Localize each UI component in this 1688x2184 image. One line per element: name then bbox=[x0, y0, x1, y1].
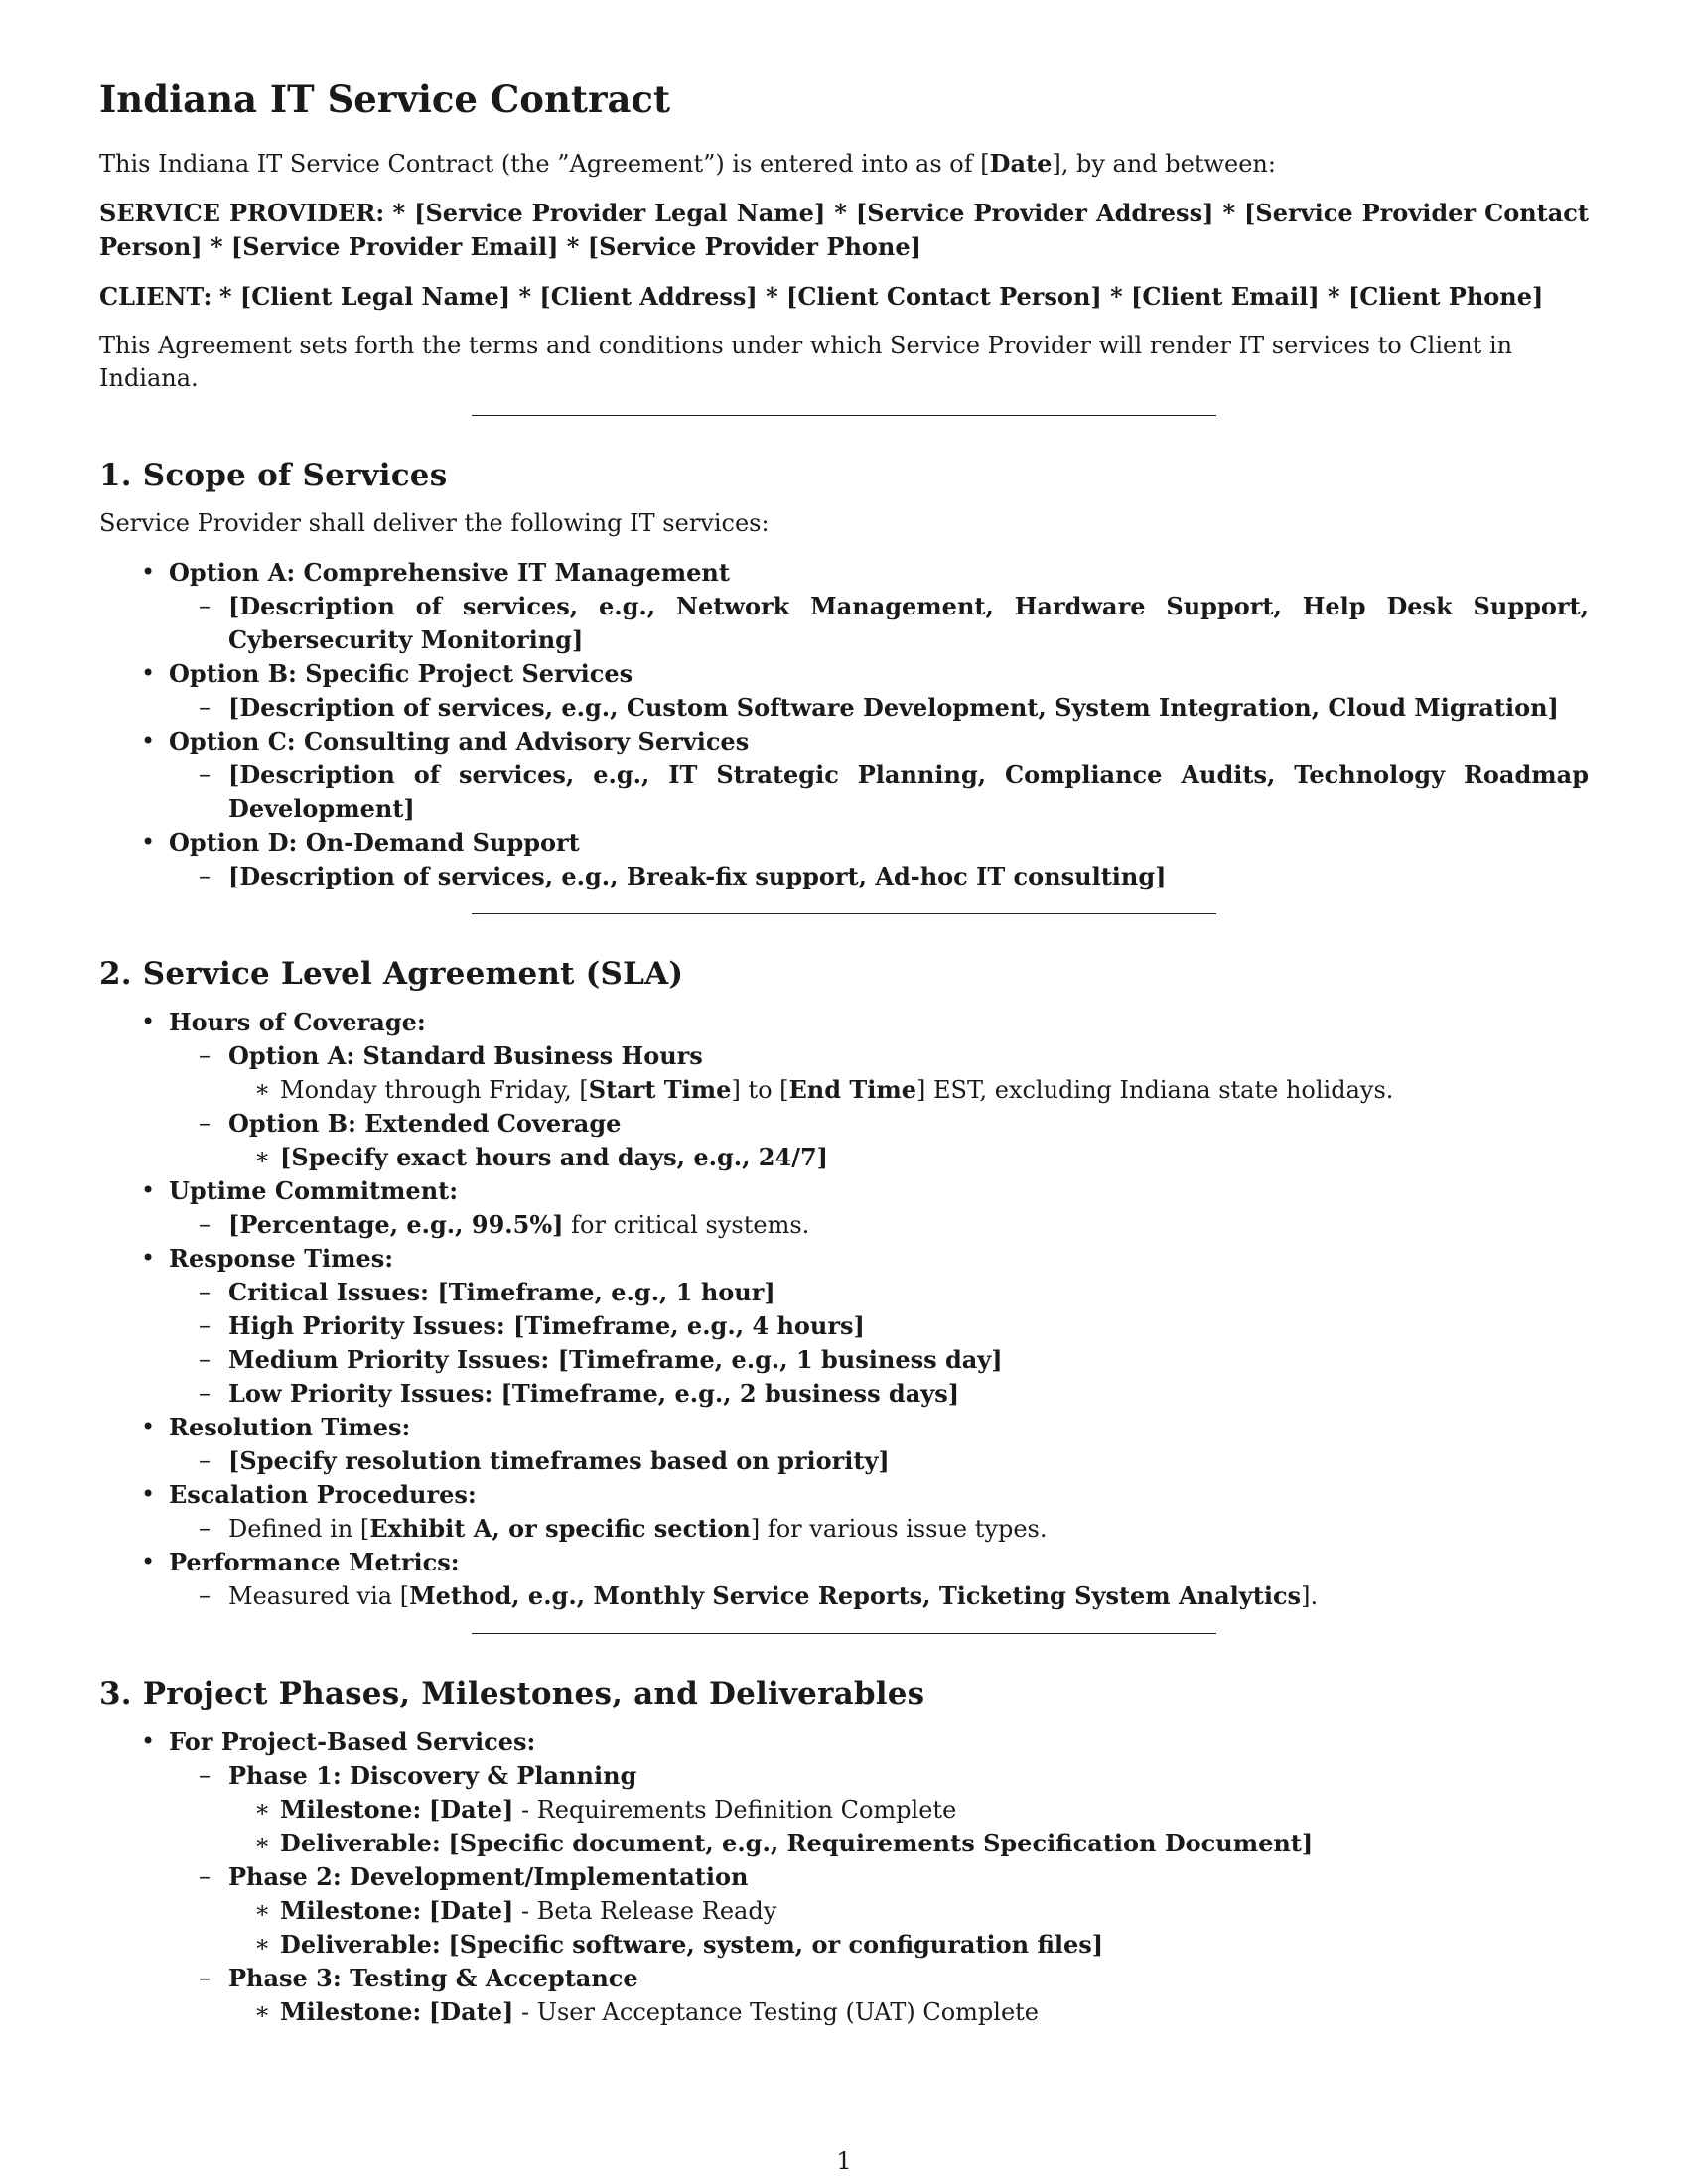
list-item: – Defined in [Exhibit A, or specific section] for various issue types. bbox=[228, 1512, 1589, 1546]
section-divider bbox=[472, 913, 1216, 914]
list-item: • Uptime Commitment: – [Percentage, e.g., 99.5%] for critical systems. bbox=[169, 1174, 1589, 1242]
list-item: – Phase 3: Testing & Acceptance ∗ Milestone: [Date] - User Acceptance Testing (UAT) Complete bbox=[228, 1962, 1589, 2029]
list-item: – Phase 1: Discovery & Planning ∗ Milestone: [Date] - Requirements Definition Complete ∗ Deliverable: [Specific document, e.g., Requirements Specification Document] bbox=[228, 1759, 1589, 1860]
list-item: • Resolution Times: – [Specify resolution timeframes based on priority] bbox=[169, 1411, 1589, 1478]
client-block: CLIENT: * [Client Legal Name] * [Client Address] * [Client Contact Person] * [Client Email] * [Client Phone] bbox=[99, 282, 1544, 311]
list-item: • Option C: Consulting and Advisory Services – [Description of services, e.g., IT Strategic Planning, Compliance Audits, Technology Roadmap Development] bbox=[169, 725, 1589, 826]
list-item: • Performance Metrics: – Measured via [Method, e.g., Monthly Service Reports, Ticketing System Analytics]. bbox=[169, 1546, 1589, 1613]
list-item: – Option A: Standard Business Hours ∗ Monday through Friday, [Start Time] to [End Time] EST, excluding Indiana state holidays. bbox=[228, 1039, 1589, 1107]
phases-list bbox=[169, 1725, 1589, 2029]
list-item: – Phase 2: Development/Implementation ∗ Milestone: [Date] - Beta Release Ready ∗ Deliverable: [Specific software, system, or configuration files] bbox=[228, 1860, 1589, 1962]
list-item: • Option A: Comprehensive IT Management – [Description of services, e.g., Network Management, Hardware Support, Help Desk Support, Cybersecurity Monitoring] bbox=[169, 556, 1589, 657]
service-provider-block: SERVICE PROVIDER: * [Service Provider Legal Name] * [Service Provider Address] * [Service Provider Contact Person] * [Service Provider Email] * [Service Provider Phone] bbox=[99, 199, 1589, 261]
list-item: ∗ Milestone: [Date] - Beta Release Ready bbox=[280, 1894, 1589, 1928]
list-item: – Critical Issues: [Timeframe, e.g., 1 hour] bbox=[228, 1276, 1589, 1309]
sla-list bbox=[169, 1006, 1589, 1613]
list-item: – Option B: Extended Coverage ∗ [Specify exact hours and days, e.g., 24/7] bbox=[228, 1107, 1589, 1174]
section-1-lead: Service Provider shall deliver the following IT services: bbox=[99, 509, 770, 537]
list-item: • For Project-Based Services: – Phase 1: Discovery & Planning ∗ Milestone: [Date] - Requirements Definition Complete ∗ Deliverable: [Specific document, e.g., Requirements Specification Document] – Phase 2: Development/Implementation ∗ Milestone: [Date] - Beta Release Ready ∗ Deliverable: [Specific software, system, or configuration files] – Phase 3: Testing & Acceptance ∗ Milestone: [Date] - User Acceptance Testing (UAT) Complete bbox=[169, 1725, 1589, 2029]
scope-options-list bbox=[169, 556, 1589, 893]
list-item: – High Priority Issues: [Timeframe, e.g., 4 hours] bbox=[228, 1309, 1589, 1343]
list-item: • Option D: On-Demand Support – [Description of services, e.g., Break-fix support, Ad-hoc IT consulting] bbox=[169, 826, 1589, 893]
list-item: ∗ [Specify exact hours and days, e.g., 24/7] bbox=[280, 1141, 1589, 1174]
list-item: ∗ Deliverable: [Specific software, system, or configuration files] bbox=[280, 1928, 1589, 1962]
list-item: – [Description of services, e.g., IT Strategic Planning, Compliance Audits, Technology Roadmap Development] bbox=[228, 758, 1589, 826]
list-item: ∗ Milestone: [Date] - Requirements Definition Complete bbox=[280, 1793, 1589, 1827]
document-title: Indiana IT Service Contract bbox=[99, 77, 671, 121]
list-item: – [Description of services, e.g., Break-fix support, Ad-hoc IT consulting] bbox=[228, 860, 1589, 893]
purpose-paragraph: This Agreement sets forth the terms and conditions under which Service Provider will render IT services to Client in Indiana. bbox=[99, 332, 1513, 392]
list-item: – [Percentage, e.g., 99.5%] for critical systems. bbox=[228, 1208, 1589, 1242]
list-item: • Escalation Procedures: – Defined in [Exhibit A, or specific section] for various issue types. bbox=[169, 1478, 1589, 1546]
list-item: ∗ Monday through Friday, [Start Time] to [End Time] EST, excluding Indiana state holidays. bbox=[280, 1073, 1589, 1107]
list-item: – Low Priority Issues: [Timeframe, e.g., 2 business days] bbox=[228, 1377, 1589, 1411]
list-item: ∗ Milestone: [Date] - User Acceptance Testing (UAT) Complete bbox=[280, 1995, 1589, 2029]
section-divider bbox=[472, 415, 1216, 416]
section-2-heading: 2. Service Level Agreement (SLA) bbox=[99, 956, 684, 992]
document-page bbox=[99, 77, 1589, 2041]
list-item: – [Specify resolution timeframes based on priority] bbox=[228, 1444, 1589, 1478]
section-3-heading: 3. Project Phases, Milestones, and Deliverables bbox=[99, 1676, 925, 1711]
list-item: • Hours of Coverage: – Option A: Standard Business Hours ∗ Monday through Friday, [Start Time] to [End Time] EST, excluding Indiana state holidays. – Option B: Extended Coverage ∗ [Specify exact hours and days, e.g., 24/7] bbox=[169, 1006, 1589, 1174]
section-1-heading: 1. Scope of Services bbox=[99, 458, 448, 493]
intro-paragraph: This Indiana IT Service Contract (the ”Agreement”) is entered into as of [Date], by and between: bbox=[99, 149, 1276, 178]
section-divider bbox=[472, 1633, 1216, 1634]
list-item: ∗ Deliverable: [Specific document, e.g., Requirements Specification Document] bbox=[280, 1827, 1589, 1860]
list-item: – [Description of services, e.g., Network Management, Hardware Support, Help Desk Support, Cybersecurity Monitoring] bbox=[228, 590, 1589, 657]
list-item: • Response Times: – Critical Issues: [Timeframe, e.g., 1 hour] – High Priority Issues: [Timeframe, e.g., 4 hours] – Medium Priority Issues: [Timeframe, e.g., 1 business day] – Low Priority Issues: [Timeframe, e.g., 2 business days] bbox=[169, 1242, 1589, 1411]
page-number: 1 bbox=[836, 2147, 852, 2175]
list-item: – Measured via [Method, e.g., Monthly Service Reports, Ticketing System Analytics]. bbox=[228, 1579, 1589, 1613]
list-item: • Option B: Specific Project Services – [Description of services, e.g., Custom Software Development, System Integration, Cloud Migration] bbox=[169, 657, 1589, 725]
list-item: – Medium Priority Issues: [Timeframe, e.g., 1 business day] bbox=[228, 1343, 1589, 1377]
list-item: – [Description of services, e.g., Custom Software Development, System Integration, Cloud Migration] bbox=[228, 691, 1589, 725]
